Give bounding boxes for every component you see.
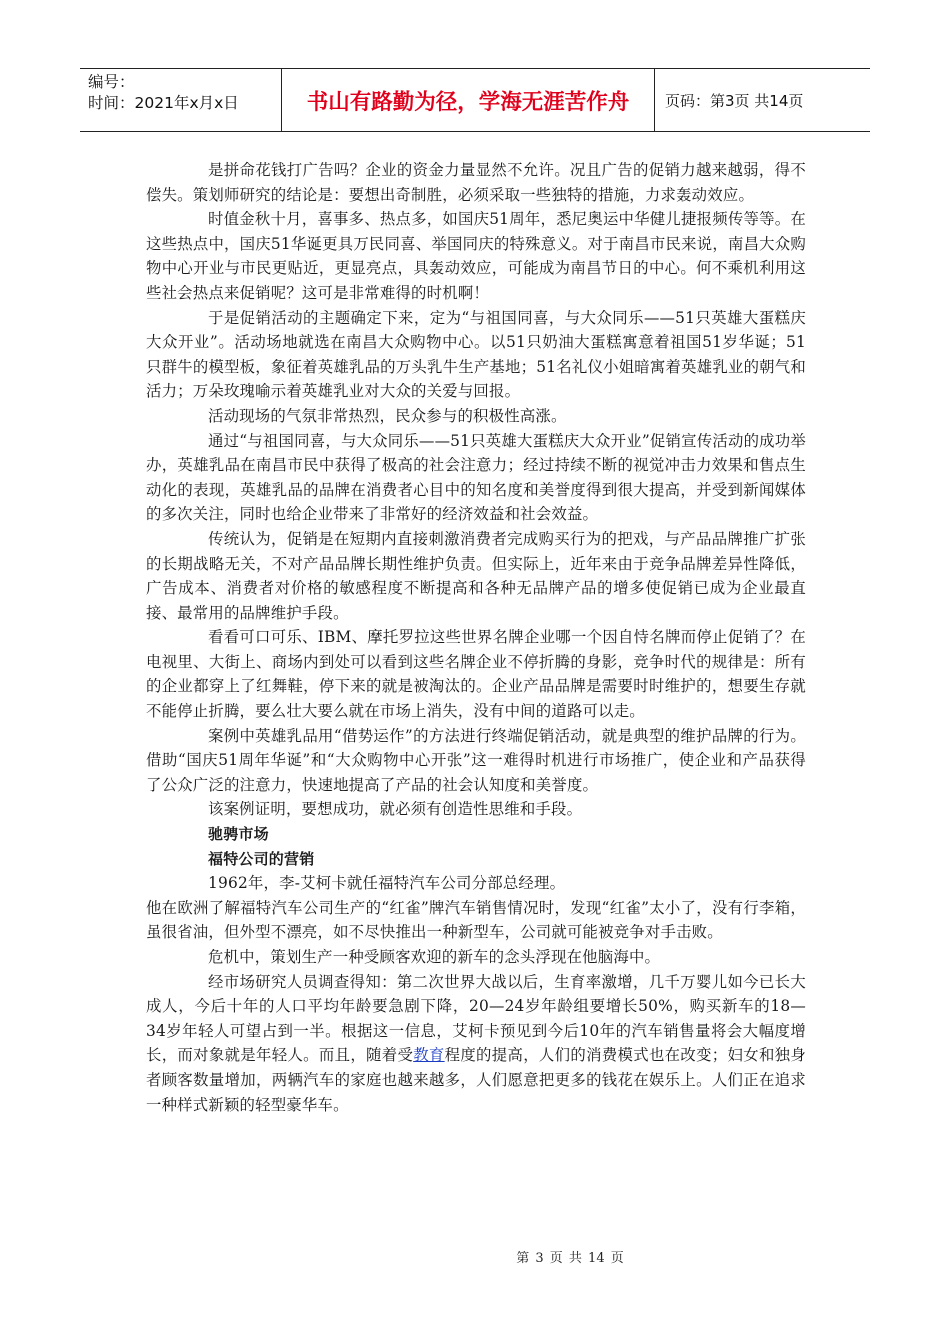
paragraph: 是拼命花钱打广告吗？企业的资金力量显然不允许。况且广告的促销力越来越弱，得不偿失。策划师研究的结论是：要想出奇制胜，必须采取一些独特的措施，力求轰动效应。 [146, 161, 806, 204]
header-page-info: 页码：第3页 共14页 [665, 91, 804, 110]
paragraph: 他在欧洲了解福特汽车公司生产的“红雀”牌汽车销售情况时，发现“红雀”太小了，没有行李箱，虽很省油，但外型不漂亮，如不尽快推出一种新型车，公司就可能被竞争对手击败。 [146, 898, 806, 942]
page-footer: 第 3 页 共 14 页 [516, 1251, 624, 1266]
paragraph: 于是促销活动的主题确定下来，定为“与祖国同喜，与大众同乐——51只英雄大蛋糕庆大众开业”。活动场地就选在南昌大众购物中心。以51只奶油大蛋糕寓意着祖国51岁华诞；51只群牛的模型板，象征着英雄乳品的万头乳牛生产基地；51名礼仪小姐暗寓着英雄乳业的朝气和活力；万朵玫瑰喻示着英雄乳业对大众的关爱与回报。 [146, 308, 806, 401]
document-date: 时间：2021年x月x日 [88, 94, 239, 112]
paragraph-text: 经市场研究人员调查得知：第二次世界大战以后，生育率激增，几千万婴儿如今已长大成人，今后十年的人口平均年龄要急剧下降，20—24岁年龄组要增长50%，购买新车的18—34岁年轻人可望占到一半。根据这一信息，艾柯卡预见到今后10年的汽车销售量将会大幅度增长，而对象就是年轻人。而且，随着受 [146, 972, 806, 1065]
paragraph: 危机中，策划生产一种受顾客欢迎的新车的念头浮现在他脑海中。 [208, 948, 661, 966]
document-number-label: 编号： [88, 73, 135, 91]
document-body [146, 158, 806, 1117]
paragraph: 该案例证明，要想成功，就必须有创造性思维和手段。 [208, 800, 583, 819]
paragraph: 案例中英雄乳品用“借势运作”的方法进行终端促销活动，就是典型的维护品牌的行为。借助“国庆51周年华诞”和“大众购物中心开张”这一难得时机进行市场推广，使企业和产品获得了公众广泛的注意力，快速地提高了产品的社会认知度和美誉度。 [146, 726, 806, 794]
paragraph: 1962年，李-艾柯卡就任福特汽车公司分部总经理。 [208, 874, 566, 893]
section-heading: 驰骋市场 [208, 825, 269, 844]
paragraph: 通过“与祖国同喜，与大众同乐——51只英雄大蛋糕庆大众开业”促销宣传活动的成功举办，英雄乳品在南昌市民中获得了极高的社会注意力；经过持续不断的视觉冲击力效果和售点生动化的表现，英雄乳品的品牌在消费者心目中的知名度和美誉度得到很大提高，并受到新闻媒体的多次关注，同时也给企业带来了非常好的经济效益和社会效益。 [146, 431, 806, 524]
paragraph: 时值金秋十月，喜事多、热点多，如国庆51周年，悉尼奥运中华健儿捷报频传等等。在这些热点中，国庆51华诞更具万民同喜、举国同庆的特殊意义。对于南昌市民来说，南昌大众购物中心开业与市民更贴近，更显亮点，具轰动效应，可能成为南昌节日的中心。何不乘机利用这些社会热点来促销呢？这可是非常难得的时机啊！ [146, 210, 806, 302]
page-header [80, 68, 870, 132]
paragraph-text: 程度的提高，人们的消费模式也在改变；妇女和独身者顾客数量增加，两辆汽车的家庭也越来越多，人们愿意把更多的钱花在娱乐上。人们正在追求一种样式新颖的轻型豪华车。 [146, 1046, 806, 1114]
header-motto: 书山有路勤为径，学海无涯苦作舟 [281, 69, 655, 131]
paragraph: 看看可口可乐、IBM、摩托罗拉这些世界名牌企业哪一个因自恃名牌而停止促销了？在电视里、大街上、商场内到处可以看到这些名牌企业不停折腾的身影，竞争时代的规律是：所有的企业都穿上了红舞鞋，停下来的就是被淘汰的。企业产品品牌是需要时时维护的，想要生存就不能停止折腾，要么壮大要么就在市场上消失，没有中间的道路可以走。 [146, 628, 806, 721]
header-meta [80, 69, 281, 131]
paragraph: 传统认为，促销是在短期内直接刺激消费者完成购买行为的把戏，与产品品牌推广扩张的长期战略无关，不对产品品牌长期性维护负责。但实际上，近年来由于竞争品牌差异性降低，广告成本、消费者对价格的敏感程度不断提高和各种无品牌产品的增多使促销已成为企业最直接、最常用的品牌维护手段。 [146, 529, 806, 622]
case-heading: 福特公司的营销 [208, 849, 315, 868]
paragraph [146, 970, 806, 1118]
paragraph: 活动现场的气氛非常热烈，民众参与的积极性高涨。 [208, 406, 567, 425]
education-link[interactable]: 教育 [413, 1046, 445, 1065]
